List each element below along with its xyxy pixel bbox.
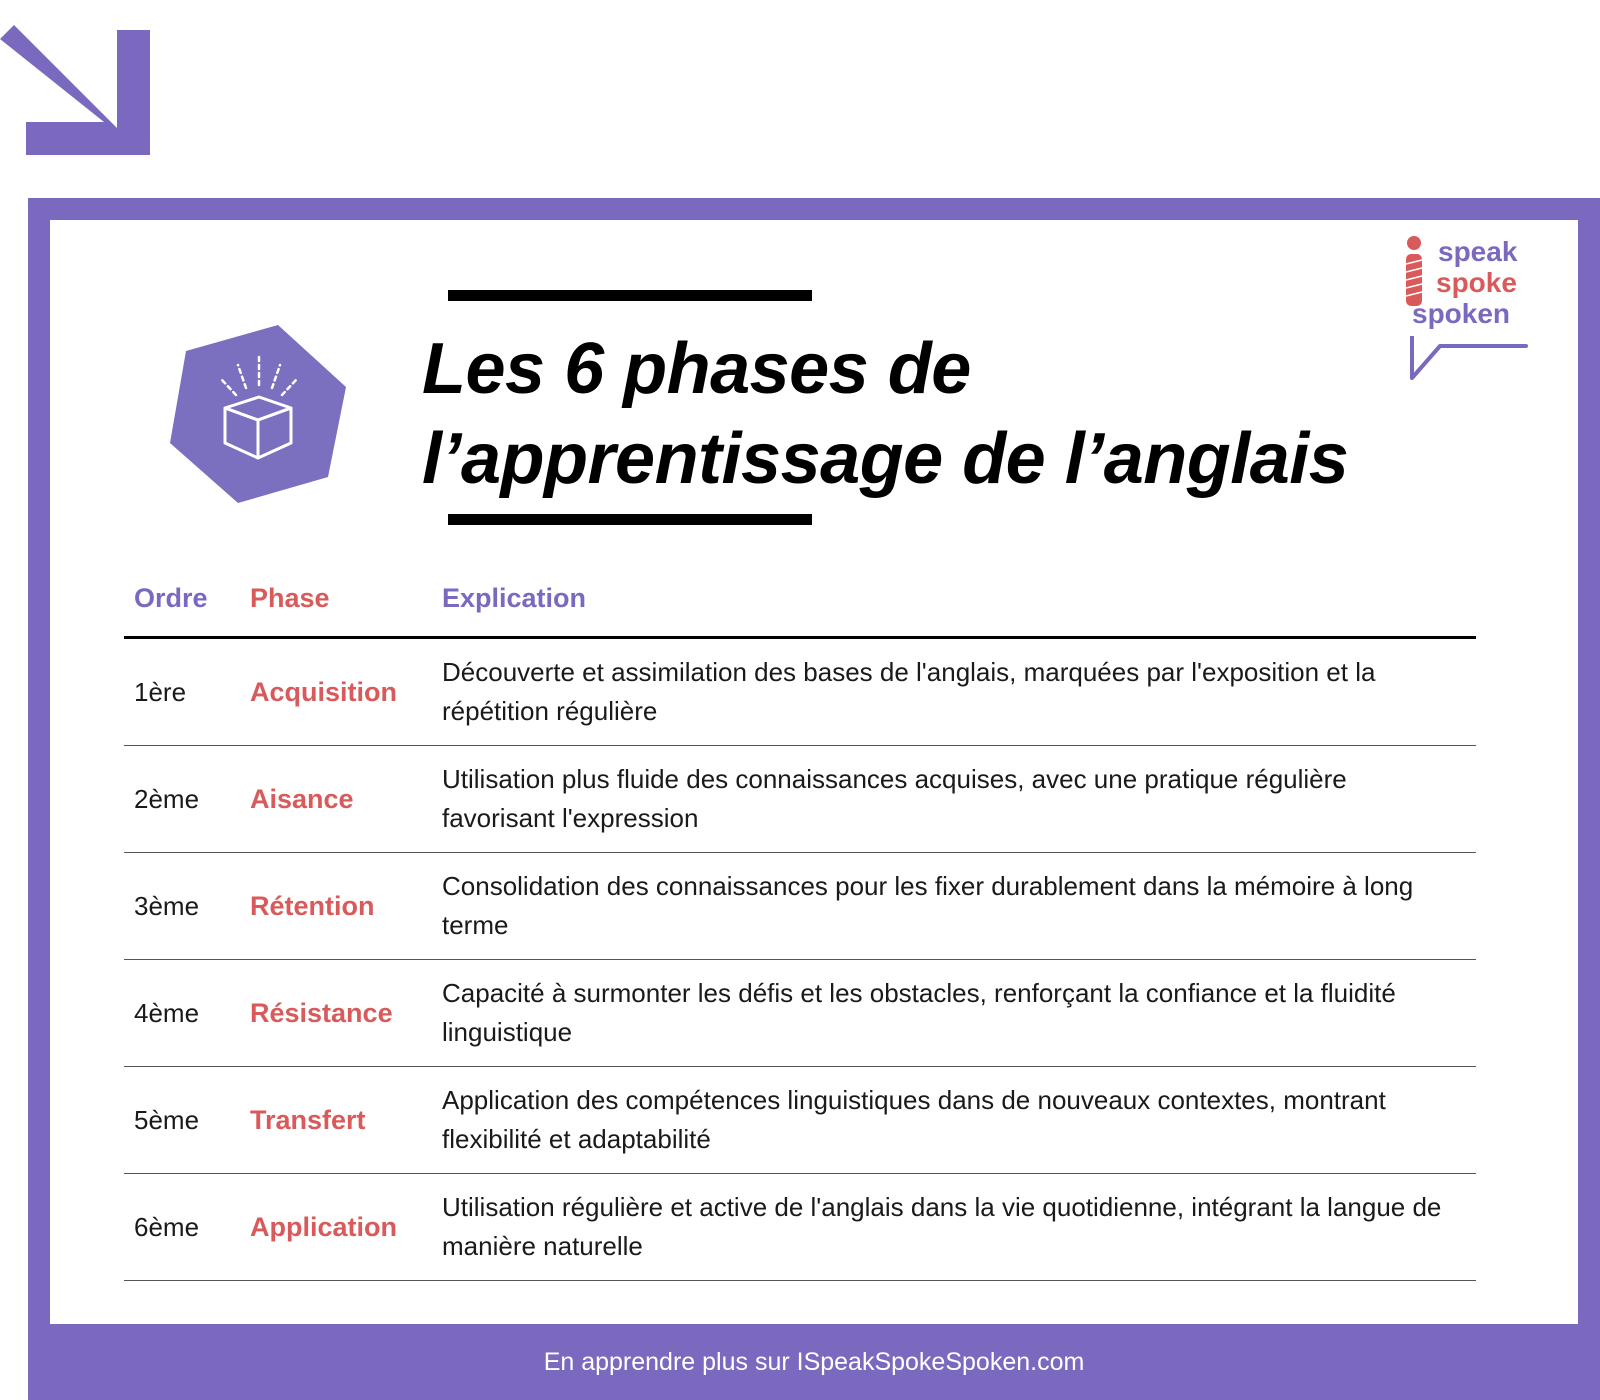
table-row xyxy=(124,638,1476,746)
header-ordre: Ordre xyxy=(124,578,240,638)
cell-ordre: 2ème xyxy=(124,746,240,853)
cell-phase: Application xyxy=(240,1174,432,1281)
cell-explication: Application des compétences linguistiques dans de nouveaux contextes, montrant flexibilité et adaptabilité xyxy=(432,1067,1476,1174)
logo-word-spoke: spoke xyxy=(1436,267,1517,298)
table-row xyxy=(124,1067,1476,1174)
logo-wordmark xyxy=(1412,236,1518,329)
cell-explication: Consolidation des connaissances pour les fixer durablement dans la mémoire à long terme xyxy=(432,853,1476,960)
cell-explication: Découverte et assimilation des bases de l'anglais, marquées par l'exposition et la répétition régulière xyxy=(432,638,1476,746)
header-explication: Explication xyxy=(432,578,1476,638)
open-box-icon xyxy=(170,325,346,503)
content-frame xyxy=(28,198,1600,1400)
table-row xyxy=(124,746,1476,853)
content-card xyxy=(50,220,1578,1324)
page-title-line1: Les 6 phases de xyxy=(422,329,971,409)
cell-ordre: 4ème xyxy=(124,960,240,1067)
cell-explication: Capacité à surmonter les défis et les obstacles, renforçant la confiance et la fluidité linguistique xyxy=(432,960,1476,1067)
speech-bubble-icon xyxy=(1402,336,1532,386)
table-header-row xyxy=(124,578,1476,638)
title-bottom-rule xyxy=(448,514,812,525)
cell-ordre: 6ème xyxy=(124,1174,240,1281)
page-title-line2: l’apprentissage de l’anglais xyxy=(422,419,1349,499)
header-phase: Phase xyxy=(240,578,432,638)
table-row xyxy=(124,853,1476,960)
cell-phase: Résistance xyxy=(240,960,432,1067)
logo-i-icon xyxy=(1402,236,1426,306)
table-row xyxy=(124,960,1476,1067)
table-row xyxy=(124,1174,1476,1281)
logo-word-speak: speak xyxy=(1438,236,1518,267)
title-top-rule xyxy=(448,290,812,301)
cell-explication: Utilisation régulière et active de l'anglais dans la vie quotidienne, intégrant la langue de manière naturelle xyxy=(432,1174,1476,1281)
cell-ordre: 3ème xyxy=(124,853,240,960)
cell-ordre: 5ème xyxy=(124,1067,240,1174)
cell-phase: Rétention xyxy=(240,853,432,960)
arrow-down-right-icon xyxy=(0,25,155,160)
cell-phase: Transfert xyxy=(240,1067,432,1174)
cell-ordre: 1ère xyxy=(124,638,240,746)
logo-word-spoken: spoken xyxy=(1412,298,1511,329)
page-title xyxy=(422,324,1348,504)
cell-phase: Aisance xyxy=(240,746,432,853)
phases-table xyxy=(124,578,1476,1281)
cell-explication: Utilisation plus fluide des connaissances acquises, avec une pratique régulière favorisant l'expression xyxy=(432,746,1476,853)
cell-phase: Acquisition xyxy=(240,638,432,746)
footer-link[interactable]: En apprendre plus sur ISpeakSpokeSpoken.com xyxy=(543,1347,1085,1376)
brand-logo xyxy=(1402,236,1532,386)
